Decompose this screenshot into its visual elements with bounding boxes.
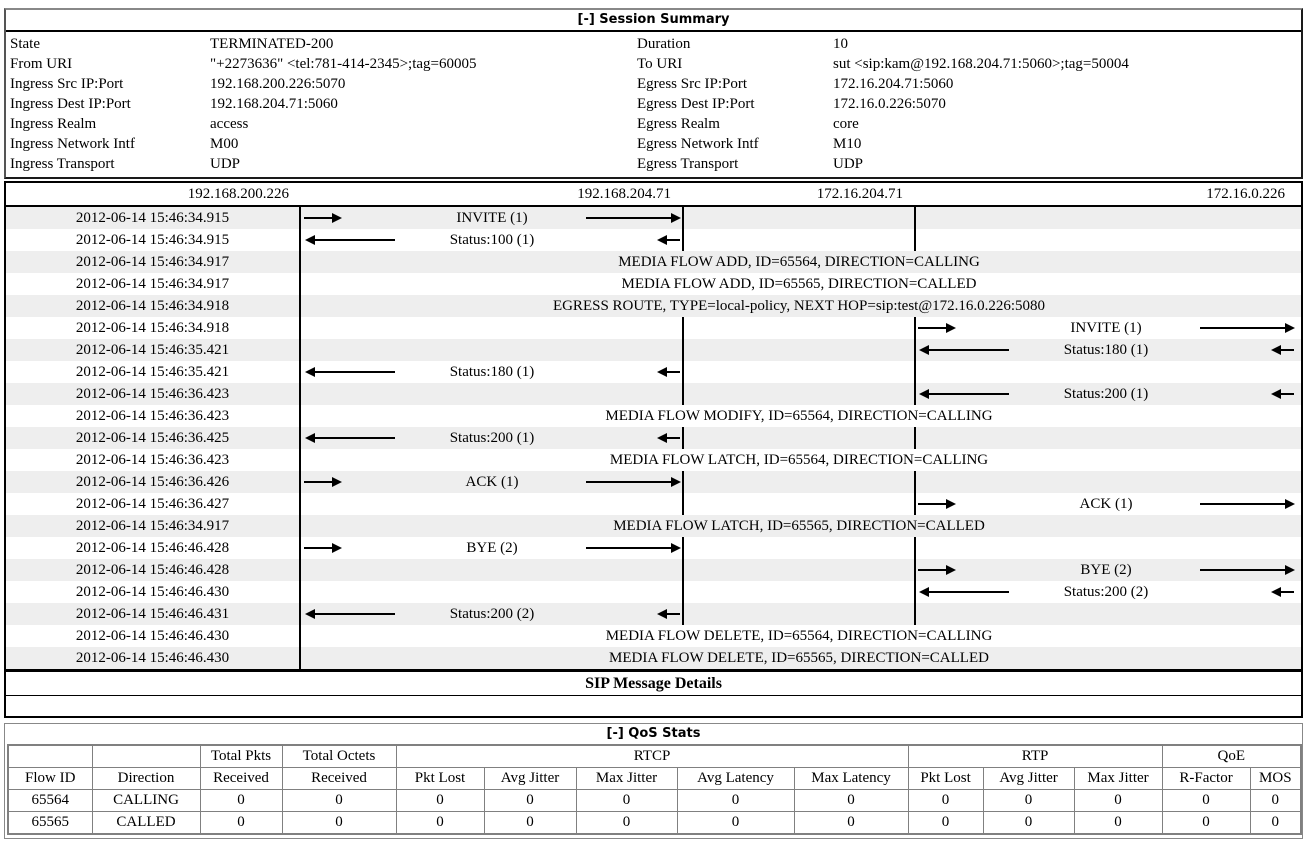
ladder-diagram-section xyxy=(4,181,1303,718)
ladder-row xyxy=(6,449,1301,471)
lifeline xyxy=(914,581,916,603)
qos-cell: 0 xyxy=(1074,790,1162,812)
qos-group-header-cell: RTP xyxy=(908,745,1162,768)
field-value: 10 xyxy=(833,36,848,52)
timestamp: 2012-06-14 15:46:46.428 xyxy=(6,559,301,581)
arrow-line xyxy=(929,591,1009,593)
qos-header-cell: MOS xyxy=(1250,768,1301,790)
field-value: sut <sip:kam@192.168.204.71:5060>;tag=50004 xyxy=(833,56,1129,72)
timestamp: 2012-06-14 15:46:34.917 xyxy=(6,273,301,295)
session-summary-section xyxy=(4,8,1303,179)
qos-stats-header[interactable]: [-] QoS Stats xyxy=(5,724,1302,744)
arrow-line xyxy=(315,371,395,373)
qos-header-cell: Flow ID xyxy=(8,768,92,790)
qos-header-cell: Avg Jitter xyxy=(983,768,1074,790)
qos-group-header-cell xyxy=(8,745,92,768)
ladder-row xyxy=(6,625,1301,647)
qos-cell: 0 xyxy=(983,790,1074,812)
field-value: 192.168.200.226:5070 xyxy=(210,76,346,92)
arrow-line xyxy=(1281,349,1294,351)
arrow-line xyxy=(1281,591,1294,593)
qos-cell: 0 xyxy=(794,812,908,835)
arrow-line xyxy=(315,437,395,439)
ladder-row xyxy=(6,581,1301,603)
field-label: State xyxy=(10,36,40,52)
sip-message-details-header[interactable]: SIP Message Details xyxy=(6,669,1301,696)
ladder-row xyxy=(6,361,1301,383)
lifeline xyxy=(682,339,684,361)
arrowhead-icon xyxy=(1285,499,1295,509)
ladder-row xyxy=(6,427,1301,449)
arrowhead-icon xyxy=(332,477,342,487)
field-value: M00 xyxy=(210,136,239,152)
ladder-row xyxy=(6,603,1301,625)
qos-cell: 0 xyxy=(282,812,396,835)
qos-cell: 0 xyxy=(677,790,794,812)
lifeline xyxy=(682,427,684,449)
media-event-label: MEDIA FLOW LATCH, ID=65565, DIRECTION=CALLED xyxy=(613,518,985,534)
field-value: 172.16.0.226:5070 xyxy=(833,96,946,112)
lifeline xyxy=(682,317,684,339)
ladder-row xyxy=(6,537,1301,559)
timestamp: 2012-06-14 15:46:36.423 xyxy=(6,449,301,471)
qos-cell: 0 xyxy=(677,812,794,835)
lifeline xyxy=(914,361,916,383)
field-label: Egress Transport xyxy=(637,156,739,172)
qos-cell: 0 xyxy=(908,790,983,812)
field-label: Egress Network Intf xyxy=(637,136,759,152)
timestamp: 2012-06-14 15:46:34.915 xyxy=(6,207,301,229)
arrowhead-icon xyxy=(946,565,956,575)
arrow-line xyxy=(315,239,395,241)
qos-cell: 65564 xyxy=(8,790,92,812)
arrowhead-icon xyxy=(919,389,929,399)
timestamp: 2012-06-14 15:46:36.423 xyxy=(6,383,301,405)
lifeline xyxy=(682,471,684,493)
arrowhead-icon xyxy=(1271,345,1281,355)
ladder-row xyxy=(6,493,1301,515)
lifeline xyxy=(914,339,916,361)
media-event-label: MEDIA FLOW ADD, ID=65565, DIRECTION=CALLED xyxy=(621,276,977,292)
lifeline xyxy=(682,493,684,515)
sip-message-label: ACK (1) xyxy=(1079,496,1133,512)
arrowhead-icon xyxy=(919,345,929,355)
timestamp: 2012-06-14 15:46:46.428 xyxy=(6,537,301,559)
ladder-endpoints-header xyxy=(6,183,1301,207)
arrowhead-icon xyxy=(305,235,315,245)
qos-header-cell: Direction xyxy=(92,768,200,790)
ladder-rows xyxy=(6,207,1301,669)
arrow-line xyxy=(586,547,671,549)
arrowhead-icon xyxy=(305,609,315,619)
arrowhead-icon xyxy=(946,499,956,509)
field-value: core xyxy=(833,116,859,132)
lifeline xyxy=(914,559,916,581)
field-value: TERMINATED-200 xyxy=(210,36,334,52)
sip-message-label: Status:200 (1) xyxy=(449,430,535,446)
field-label: Ingress Dest IP:Port xyxy=(10,96,131,112)
qos-cell: 0 xyxy=(576,812,677,835)
lifeline xyxy=(914,229,916,251)
field-label: Egress Dest IP:Port xyxy=(637,96,755,112)
timestamp: 2012-06-14 15:46:34.918 xyxy=(6,317,301,339)
ladder-row xyxy=(6,515,1301,537)
qos-group-header-cell xyxy=(92,745,200,768)
media-event-label: EGRESS ROUTE, TYPE=local-policy, NEXT HOP=sip:test@172.16.0.226:5080 xyxy=(552,298,1046,314)
timestamp: 2012-06-14 15:46:46.430 xyxy=(6,647,301,669)
ladder-row xyxy=(6,405,1301,427)
arrow-line xyxy=(315,613,395,615)
timestamp: 2012-06-14 15:46:36.427 xyxy=(6,493,301,515)
field-value: UDP xyxy=(833,156,864,172)
arrowhead-icon xyxy=(305,367,315,377)
qos-header-cell: Max Jitter xyxy=(1074,768,1162,790)
lifeline xyxy=(682,581,684,603)
arrowhead-icon xyxy=(1271,587,1281,597)
arrow-line xyxy=(304,481,332,483)
timestamp: 2012-06-14 15:46:46.430 xyxy=(6,581,301,603)
field-label: Duration xyxy=(637,36,691,52)
qos-cell: CALLED xyxy=(92,812,200,835)
ladder-row xyxy=(6,207,1301,229)
qos-cell: 0 xyxy=(396,790,484,812)
sip-message-label: Status:100 (1) xyxy=(449,232,535,248)
arrow-line xyxy=(1281,393,1294,395)
timestamp: 2012-06-14 15:46:34.917 xyxy=(6,251,301,273)
qos-cell: 0 xyxy=(396,812,484,835)
qos-cell: 0 xyxy=(983,812,1074,835)
arrowhead-icon xyxy=(657,433,667,443)
ladder-row xyxy=(6,559,1301,581)
qos-group-header-cell: Total Octets xyxy=(282,745,396,768)
sip-message-details-body xyxy=(6,696,1301,716)
sip-message-label: Status:200 (2) xyxy=(1063,584,1149,600)
ladder-row xyxy=(6,229,1301,251)
ladder-row xyxy=(6,339,1301,361)
qos-header-cell: Pkt Lost xyxy=(396,768,484,790)
timestamp: 2012-06-14 15:46:46.431 xyxy=(6,603,301,625)
qos-header-cell: Max Latency xyxy=(794,768,908,790)
qos-stats-section xyxy=(4,723,1303,839)
qos-group-header-cell: Total Pkts xyxy=(200,745,282,768)
lifeline xyxy=(914,471,916,493)
arrow-line xyxy=(586,217,671,219)
field-label: Egress Realm xyxy=(637,116,720,132)
media-event-label: MEDIA FLOW DELETE, ID=65564, DIRECTION=CALLING xyxy=(605,628,993,644)
qos-cell: 0 xyxy=(484,790,576,812)
qos-header-cell: Avg Jitter xyxy=(484,768,576,790)
lifeline xyxy=(682,383,684,405)
qos-cell: 0 xyxy=(576,790,677,812)
endpoint-ip: 172.16.0.226 xyxy=(1206,186,1285,202)
ladder-row xyxy=(6,317,1301,339)
lifeline xyxy=(914,493,916,515)
timestamp: 2012-06-14 15:46:34.917 xyxy=(6,515,301,537)
qos-header-cell: R-Factor xyxy=(1162,768,1250,790)
arrow-line xyxy=(667,239,680,241)
arrow-line xyxy=(1200,503,1285,505)
timestamp: 2012-06-14 15:46:36.426 xyxy=(6,471,301,493)
arrowhead-icon xyxy=(657,609,667,619)
qos-cell: 0 xyxy=(1162,790,1250,812)
qos-cell: 0 xyxy=(1250,790,1301,812)
qos-cell: 0 xyxy=(484,812,576,835)
arrowhead-icon xyxy=(671,477,681,487)
qos-cell: 0 xyxy=(1250,812,1301,835)
media-event-label: MEDIA FLOW DELETE, ID=65565, DIRECTION=CALLED xyxy=(609,650,989,666)
table-row xyxy=(8,745,1301,768)
qos-header-cell: Received xyxy=(200,768,282,790)
ladder-row xyxy=(6,647,1301,669)
field-value: M10 xyxy=(833,136,862,152)
arrowhead-icon xyxy=(1271,389,1281,399)
field-value: "+2273636" <tel:781-414-2345>;tag=60005 xyxy=(210,56,477,72)
arrow-line xyxy=(667,613,680,615)
lifeline xyxy=(682,207,684,229)
ladder-row xyxy=(6,251,1301,273)
qos-cell: 0 xyxy=(282,790,396,812)
arrow-line xyxy=(918,569,946,571)
qos-stats-table xyxy=(7,744,1302,835)
sip-message-label: BYE (2) xyxy=(1080,562,1132,578)
qos-cell: CALLING xyxy=(92,790,200,812)
table-row xyxy=(8,768,1301,790)
field-label: From URI xyxy=(10,56,73,72)
arrow-line xyxy=(929,349,1009,351)
lifeline xyxy=(682,229,684,251)
qos-cell: 0 xyxy=(1162,812,1250,835)
sip-message-label: Status:200 (1) xyxy=(1063,386,1149,402)
qos-group-header-cell: QoE xyxy=(1162,745,1301,768)
ladder-row xyxy=(6,383,1301,405)
ladder-row xyxy=(6,295,1301,317)
media-event-label: MEDIA FLOW ADD, ID=65564, DIRECTION=CALLING xyxy=(618,254,980,270)
field-label: Ingress Realm xyxy=(10,116,97,132)
sip-message-label: Status:180 (1) xyxy=(1063,342,1149,358)
lifeline xyxy=(914,537,916,559)
timestamp: 2012-06-14 15:46:46.430 xyxy=(6,625,301,647)
lifeline xyxy=(914,603,916,625)
arrowhead-icon xyxy=(657,235,667,245)
media-event-label: MEDIA FLOW LATCH, ID=65564, DIRECTION=CALLING xyxy=(609,452,989,468)
sip-message-label: ACK (1) xyxy=(465,474,519,490)
arrow-line xyxy=(918,503,946,505)
sip-session-page xyxy=(0,8,1308,841)
lifeline xyxy=(914,427,916,449)
arrowhead-icon xyxy=(332,543,342,553)
arrowhead-icon xyxy=(671,543,681,553)
arrow-line xyxy=(304,547,332,549)
timestamp: 2012-06-14 15:46:35.421 xyxy=(6,339,301,361)
lifeline xyxy=(914,207,916,229)
field-label: To URI xyxy=(637,56,683,72)
arrow-line xyxy=(1200,327,1285,329)
arrow-line xyxy=(667,371,680,373)
arrowhead-icon xyxy=(946,323,956,333)
timestamp: 2012-06-14 15:46:36.423 xyxy=(6,405,301,427)
arrow-line xyxy=(586,481,671,483)
arrowhead-icon xyxy=(671,213,681,223)
arrowhead-icon xyxy=(305,433,315,443)
field-label: Ingress Src IP:Port xyxy=(10,76,124,92)
session-summary-header[interactable]: [-] Session Summary xyxy=(6,10,1301,32)
qos-cell: 0 xyxy=(794,790,908,812)
sip-message-label: Status:200 (2) xyxy=(449,606,535,622)
session-summary-table xyxy=(6,32,1301,177)
lifeline xyxy=(682,559,684,581)
field-label: Egress Src IP:Port xyxy=(637,76,747,92)
arrow-line xyxy=(1200,569,1285,571)
field-value: access xyxy=(210,116,249,132)
qos-header-cell: Pkt Lost xyxy=(908,768,983,790)
arrowhead-icon xyxy=(919,587,929,597)
arrow-line xyxy=(929,393,1009,395)
field-value: 172.16.204.71:5060 xyxy=(833,76,954,92)
lifeline xyxy=(682,361,684,383)
ladder-row xyxy=(6,273,1301,295)
sip-message-label: BYE (2) xyxy=(466,540,518,556)
timestamp: 2012-06-14 15:46:34.915 xyxy=(6,229,301,251)
endpoint-ip: 172.16.204.71 xyxy=(816,186,903,202)
qos-header-cell: Received xyxy=(282,768,396,790)
qos-group-header-cell: RTCP xyxy=(396,745,908,768)
lifeline xyxy=(682,537,684,559)
table-row xyxy=(8,812,1301,835)
field-label: Ingress Network Intf xyxy=(10,136,135,152)
timestamp: 2012-06-14 15:46:35.421 xyxy=(6,361,301,383)
arrowhead-icon xyxy=(1285,565,1295,575)
arrow-line xyxy=(918,327,946,329)
sip-message-label: INVITE (1) xyxy=(1070,320,1142,336)
endpoint-ip: 192.168.204.71 xyxy=(577,186,671,202)
field-value: UDP xyxy=(210,156,241,172)
field-value: 192.168.204.71:5060 xyxy=(210,96,338,112)
table-row xyxy=(8,790,1301,812)
arrowhead-icon xyxy=(657,367,667,377)
field-label: Ingress Transport xyxy=(10,156,115,172)
media-event-label: MEDIA FLOW MODIFY, ID=65564, DIRECTION=CALLING xyxy=(605,408,993,424)
sip-message-label: INVITE (1) xyxy=(456,210,528,226)
lifeline xyxy=(682,603,684,625)
lifeline xyxy=(914,383,916,405)
arrowhead-icon xyxy=(332,213,342,223)
qos-cell: 65565 xyxy=(8,812,92,835)
qos-header-cell: Avg Latency xyxy=(677,768,794,790)
qos-header-cell: Max Jitter xyxy=(576,768,677,790)
arrow-line xyxy=(304,217,332,219)
arrowhead-icon xyxy=(1285,323,1295,333)
qos-cell: 0 xyxy=(908,812,983,835)
endpoint-ip: 192.168.200.226 xyxy=(187,186,289,202)
qos-cell: 0 xyxy=(1074,812,1162,835)
lifeline xyxy=(914,317,916,339)
qos-cell: 0 xyxy=(200,790,282,812)
timestamp: 2012-06-14 15:46:34.918 xyxy=(6,295,301,317)
timestamp: 2012-06-14 15:46:36.425 xyxy=(6,427,301,449)
ladder-row xyxy=(6,471,1301,493)
sip-message-label: Status:180 (1) xyxy=(449,364,535,380)
qos-cell: 0 xyxy=(200,812,282,835)
arrow-line xyxy=(667,437,680,439)
